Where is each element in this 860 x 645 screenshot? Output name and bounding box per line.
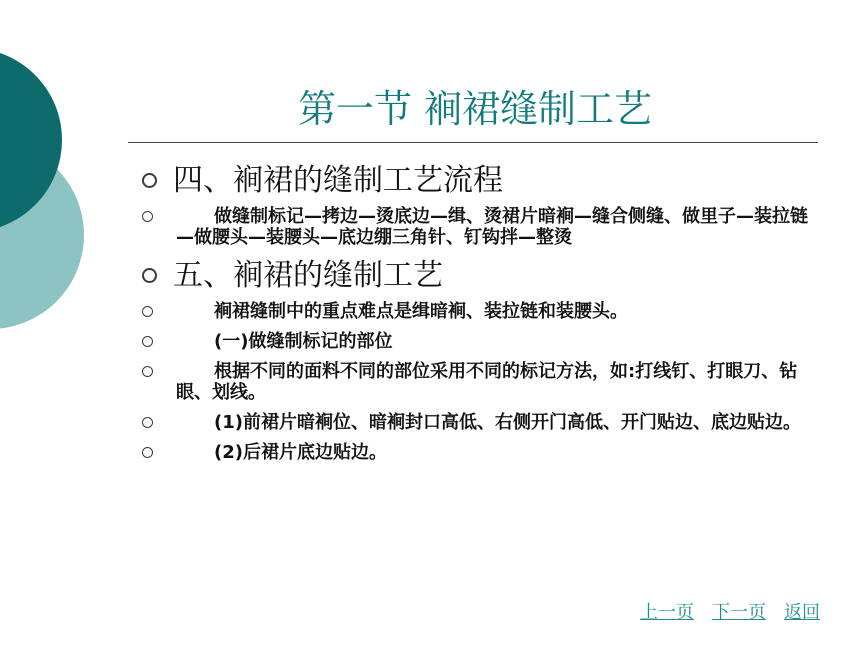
- list-item-text: (1)前裙片暗裥位、暗裥封口高低、右侧开门高低、开门贴边、底边贴边。: [214, 412, 801, 433]
- list-item: [136, 331, 816, 352]
- list-item: [136, 361, 816, 403]
- list-item-text: (一)做缝制标记的部位: [214, 331, 393, 352]
- content-list: [136, 160, 816, 472]
- list-item-text: 四、裥裙的缝制工艺流程: [173, 163, 503, 198]
- circle-bullet-icon: [142, 211, 153, 222]
- list-item-text: (2)后裙片底边贴边。: [214, 442, 387, 463]
- list-item-text: 裥裙缝制中的重点难点是缉暗裥、装拉链和装腰头。: [214, 301, 628, 322]
- page-title: 第一节 裥裙缝制工艺: [297, 87, 653, 131]
- circle-bullet-icon: [142, 173, 157, 188]
- back-link[interactable]: 返回: [784, 602, 820, 623]
- circle-bullet-icon: [142, 447, 153, 458]
- circle-bullet-icon: [142, 306, 153, 317]
- title-divider: [128, 142, 818, 143]
- circle-bullet-icon: [142, 417, 153, 428]
- next-page-link[interactable]: 下一页: [712, 602, 766, 623]
- list-item: [136, 206, 816, 248]
- circle-bullet-icon: [142, 336, 153, 347]
- decorative-circles: [0, 0, 140, 645]
- slide-navigation: [640, 598, 820, 624]
- list-item-text: 做缝制标记—拷边—烫底边—缉、烫裙片暗裥—缝合侧缝、做里子—装拉链—做腰头—装腰头—底边绷三角针、钉钩拌—整烫: [176, 206, 808, 248]
- list-item: [136, 412, 816, 433]
- prev-page-link[interactable]: 上一页: [640, 602, 694, 623]
- list-item-heading: [136, 162, 816, 200]
- list-item: [136, 442, 816, 463]
- list-item-text: 五、裥裙的缝制工艺: [173, 258, 443, 293]
- list-item: [136, 301, 816, 322]
- circle-bullet-icon: [142, 268, 157, 283]
- list-item-text: 根据不同的面料不同的部位采用不同的标记方法，如:打线钉、打眼刀、钻眼、划线。: [176, 361, 798, 403]
- list-item-heading: [136, 257, 816, 295]
- circle-bullet-icon: [142, 366, 153, 377]
